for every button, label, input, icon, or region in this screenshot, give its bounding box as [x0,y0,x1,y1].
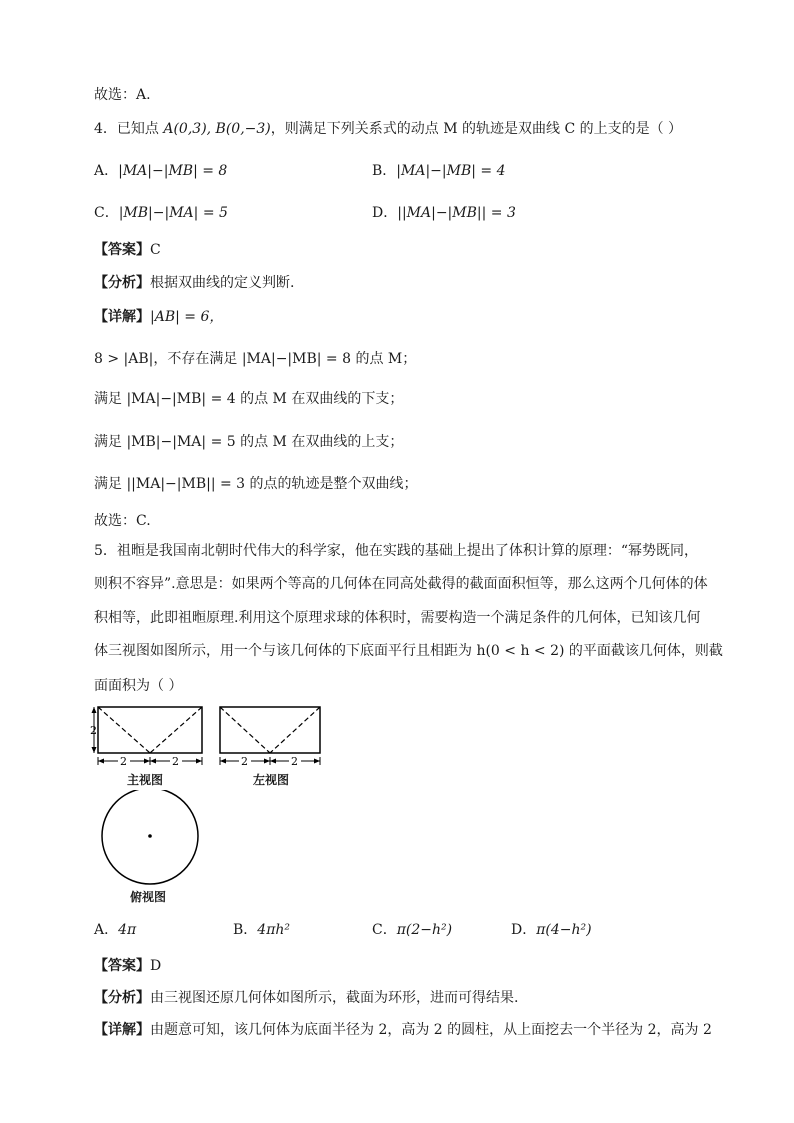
q5-option-c [372,920,452,940]
q4-option-a [94,161,227,181]
side-view [220,707,320,768]
q5-option-d-expr: π(4−h²) [536,922,592,938]
q4-analysis-text: 根据双曲线的定义判断. [150,275,295,291]
q4-detail-line: 满足 |MB|−|MA| = 5 的点 M 在双曲线的上支； [94,434,404,450]
q5-detail-text: 由题意可知，该几何体为底面半径为 2，高为 2 的圆柱，从上面挖去一个半径为 2，高为 2 [150,1022,712,1038]
q5-analysis-text: 由三视图还原几何体如图所示，截面为环形，进而可得结果. [150,990,519,1006]
front-view [90,707,202,768]
q4-detail-tag: 【详解】 [94,309,150,325]
q4-option-b-expr: |MA|−|MB| = 4 [396,163,506,179]
front-height-dim: 2 [90,724,97,737]
q4-detail-first: |AB| = 6， [150,309,224,325]
q5-stem-line: 积相等，此即祖暅原理.利用这个原理求球的体积时，需要构造一个满足条件的几何体，已知该几何 [94,610,701,626]
prev-conclusion: 故选：A. [94,87,151,103]
q4-option-c-expr: |MB|−|MA| = 5 [118,205,228,221]
side-right-dim: 2 [291,755,298,768]
front-right-dim: 2 [172,755,179,768]
q5-option-a-expr: 4π [118,922,137,938]
q4-option-b-letter: B． [372,163,397,179]
q4-option-b [372,161,506,181]
q4-detail-line: 满足 ||MA|−|MB|| = 3 的点的轨迹是整个双曲线； [94,476,418,492]
q5-answer-tag: 【答案】 [94,958,150,974]
q5-option-b [233,920,290,940]
q5-analysis [94,988,518,1008]
q5-stem-line: 5．祖暅是我国南北朝时代伟大的科学家，他在实践的基础上提出了体积计算的原理：“幂势既同， [94,543,699,559]
three-view-front-side [90,703,330,775]
q4-analysis-tag: 【分析】 [94,275,150,291]
q5-detail-tag: 【详解】 [94,1022,150,1038]
q5-option-b-letter: B． [233,922,258,938]
q4-option-c [94,203,228,223]
q5-answer-value: D [150,958,162,974]
q5-option-d-letter: D． [511,922,537,938]
side-left-dim: 2 [241,755,248,768]
q4-answer-value: C [150,242,161,258]
q5-stem-line: 则积不容异”.意思是：如果两个等高的几何体在同高处截得的截面面积恒等，那么这两个几何体的体 [94,576,708,592]
front-left-dim: 2 [120,755,127,768]
q4-option-a-expr: |MA|−|MB| = 8 [118,163,228,179]
q4-option-c-letter: C． [94,205,119,221]
q4-detail-line: 8 > |AB|，不存在满足 |MA|−|MB| = 8 的点 M； [94,351,417,367]
q4-answer-tag: 【答案】 [94,242,150,258]
q4-option-d [372,203,516,223]
q5-option-d [511,920,592,940]
q5-option-c-expr: π(2−h²) [396,922,453,938]
q4-detail [94,307,223,327]
side-view-label: 左视图 [253,773,290,787]
q4-analysis [94,273,294,293]
front-view-label: 主视图 [127,773,164,787]
top-view-label: 俯视图 [130,890,167,904]
q4-conclusion: 故选：C. [94,513,151,529]
q5-option-c-letter: C． [372,922,397,938]
q4-option-a-letter: A． [94,163,119,179]
q5-option-b-expr: 4πh² [257,922,291,938]
q4-stem-suffix: ，则满足下列关系式的动点 M 的轨迹是双曲线 C 的上支的是（ ） [270,121,683,137]
q5-option-a [94,920,136,940]
q5-stem-line: 体三视图如图所示，用一个与该几何体的下底面平行且相距为 h(0 < h < 2) 的平面截该几何体，则截 [94,643,723,659]
q5-stem-line: 面面积为（ ） [94,678,183,694]
q4-stem-points: A(0,3), B(0,−3) [163,121,271,137]
q4-option-d-expr: ||MA|−|MB|| = 3 [397,205,516,221]
q5-answer [94,956,161,976]
q4-stem [94,119,682,139]
q4-option-d-letter: D． [372,205,398,221]
q5-detail [94,1020,712,1040]
q4-detail-line: 满足 |MA|−|MB| = 4 的点 M 在双曲线的下支； [94,391,404,407]
top-view [96,790,206,890]
q5-analysis-tag: 【分析】 [94,990,150,1006]
q4-answer [94,240,161,260]
q4-stem-prefix: 4．已知点 [94,121,164,137]
q5-option-a-letter: A． [94,922,119,938]
